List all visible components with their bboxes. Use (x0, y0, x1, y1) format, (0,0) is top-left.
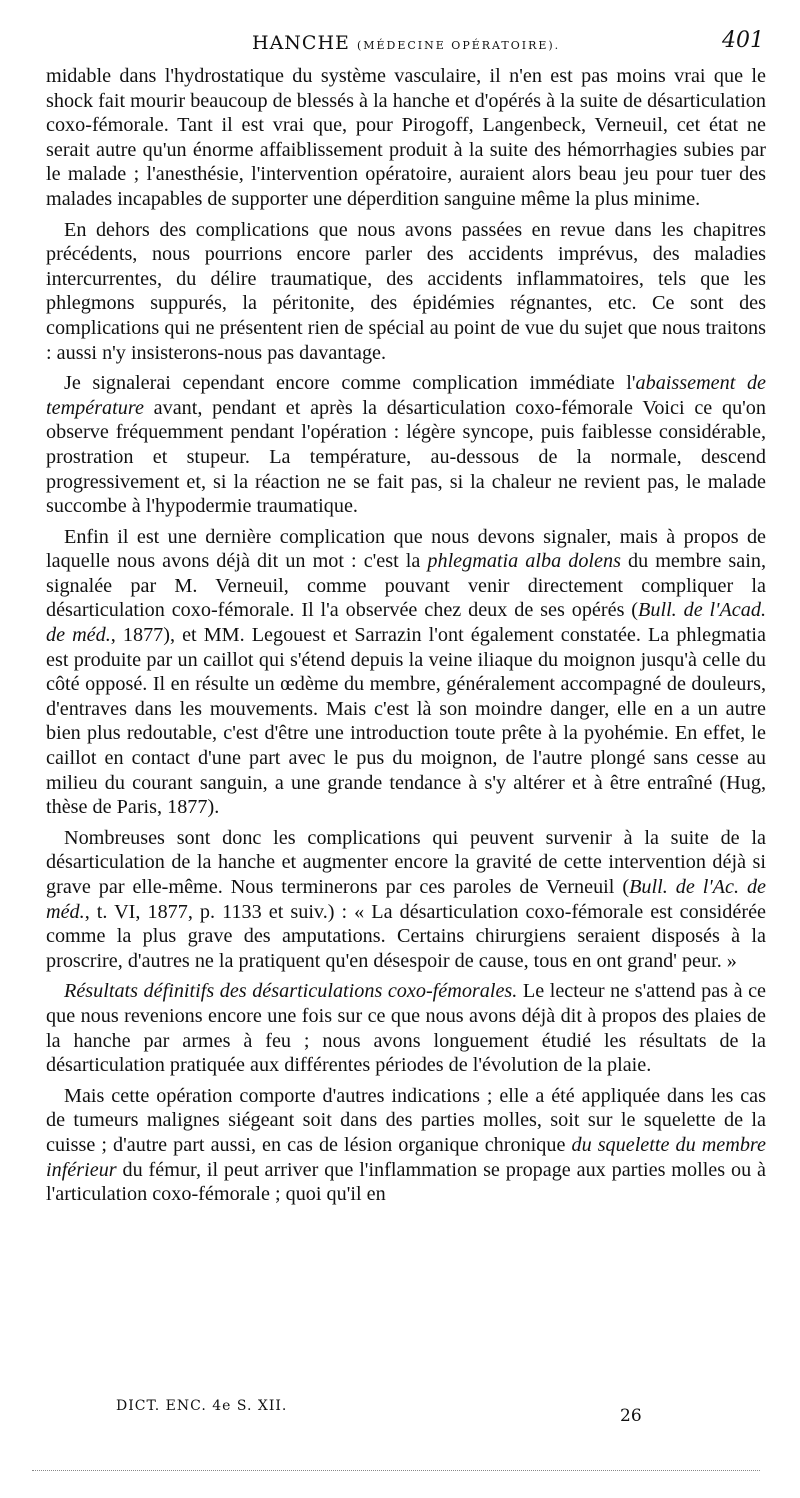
paragraph-3-text-b: avant, pendant et après la désarticulation coxo-fémorale Voici ce qu'on observe fréquemment pendant l'opération : légère syncope, puis faiblesse considérable, prostration et stupeur. La température, au-dessous de la normale, descend progressivement et, si la réaction ne se fait pas, si la chaleur ne revient pas, le malade succombe à l'hypodermie traumatique. (46, 396, 766, 518)
page-number: 401 (722, 28, 764, 53)
paragraph-4-italic-1: phlegmatia alba dolens (427, 550, 621, 573)
section-heading-italic: Résultats définitifs des désarticulations coxo-fémorales. (64, 980, 518, 1003)
paragraph-4-text-c: , 1877), et MM. Legouest et Sarrazin l'ont également constatée. La phlegmatia est produite par un caillot qui s'étend depuis la veine iliaque du moignon jusqu'à celle du côté opposé. Il en résulte un œdème du membre, généralement accompagné de douleurs, d'entraves dans les mouvements. Mais c'est là son moindre danger, elle en a un autre bien plus redoutable, c'est d'être une introduction toute prête à la pyohémie. En effet, le caillot en contact d'une part avec le pus du moignon, de l'autre plongé sans cesse au milieu du courant sanguin, a une grande tendance à s'y altérer et à être entraîné (Hug, thèse de Paris, 1877). (46, 624, 767, 819)
running-head (252, 32, 560, 54)
bottom-dotted-rule (32, 1470, 760, 1471)
paragraph-4-text-b: du membre sain, signalée par M. Verneuil, comme pouvant venir directement compliquer la désarticulation coxo-fémorale. Il l'a observée chez deux de ses opérés ( (46, 550, 766, 622)
paragraph-3 (46, 371, 766, 519)
printer-signature: DICT. ENC. 4e S. XII. (116, 1398, 288, 1414)
paragraph-5-text-b: , t. VI, 1877, p. 1133 et suiv.) : « La désarticulation coxo-fémorale est considérée comme la plus grave des amputations. Certains chirurgiens seraient disposés à la proscrire, d'autres ne la pratiquent qu'en désespoir de cause, tous en ont grand' peur. » (46, 900, 766, 972)
body-text (46, 64, 766, 1213)
paragraph-6 (46, 979, 766, 1077)
paragraph-7 (46, 1084, 766, 1207)
paragraph-5-italic: Bull. de l'Ac. de méd. (46, 876, 766, 923)
paragraph-5-text-a: Nombreuses sont donc les complications qui peuvent survenir à la suite de la désarticulation de la hanche et augmenter encore la gravité de cette intervention déjà si grave par elle-même. Nous terminerons par ces paroles de Verneuil ( (46, 826, 766, 898)
paragraph-1: midable dans l'hydrostatique du système vasculaire, il n'en est pas moins vrai que le shock fait mourir beaucoup de blessés à la hanche et d'opérés à la suite de désarticulation coxo-fémorale. Tant il est vrai que, pour Pirogoff, Langenbeck, Verneuil, cet état ne serait autre qu'un énorme affaiblissement produit à la suite des hémorrhagies subies par le malade ; l'anesthésie, l'intervention opératoire, auraient alors beau jeu pour tuer des malades incapables de supporter une déperdition sanguine même la plus minime. (46, 65, 766, 210)
paragraph-3-text-a: Je signalerai cependant encore comme complication immédiate l' (64, 372, 636, 395)
page-header (40, 26, 768, 62)
paragraph-7-text-b: du fémur, il peut arriver que l'inflammation se propage aux parties molles ou à l'articulation coxo-fémorale ; quoi qu'il en (46, 1158, 766, 1206)
paragraph-3-italic: abaissement de température (46, 372, 766, 419)
running-subtitle: (MÉDECINE OPÉRATOIRE). (356, 39, 561, 52)
paragraph-4 (46, 525, 766, 820)
paragraph-7-italic: du squelette du membre inférieur (46, 1133, 766, 1181)
page-footer (40, 1398, 768, 1438)
paragraph-4-italic-2: Bull. de l'Acad. de méd. (46, 599, 766, 647)
paragraph-7-text-a: Mais cette opération comporte d'autres indications ; elle a été appliquée dans les cas de tumeurs malignes siégeant soit dans des parties molles, soit sur le squelette de la cuisse ; d'autre part aussi, en cas de lésion organique chronique (46, 1084, 766, 1156)
running-title: HANCHE (252, 32, 350, 54)
paragraph-5 (46, 826, 766, 974)
paragraph-6-text: Le lecteur ne s'attend pas à ce que nous revenions encore une fois sur ce que nous avons déjà dit à propos des plaies de la hanche par armes à feu ; nous avons longuement étudié les résultats de la désarticulation pratiquée aux différentes périodes de l'évolution de la plaie. (46, 980, 766, 1077)
paragraph-4-text-a: Enfin il est une dernière complication que nous devons signaler, mais à propos de laquelle nous avons déjà dit un mot : c'est la (46, 525, 766, 573)
paragraph-2: En dehors des complications que nous avons passées en revue dans les chapitres précédents, nous pourrions encore parler des accidents imprévus, des maladies intercurrentes, du délire traumatique, des accidents inflammatoires, tels que les phlegmons suppurés, la péritonite, des épidémies régnantes, etc. Ce sont des complications qui ne présentent rien de spécial au point de vue du sujet que nous traitons : aussi n'y insisterons-nous pas davantage. (46, 218, 766, 364)
sheet-number: 26 (620, 1406, 642, 1426)
